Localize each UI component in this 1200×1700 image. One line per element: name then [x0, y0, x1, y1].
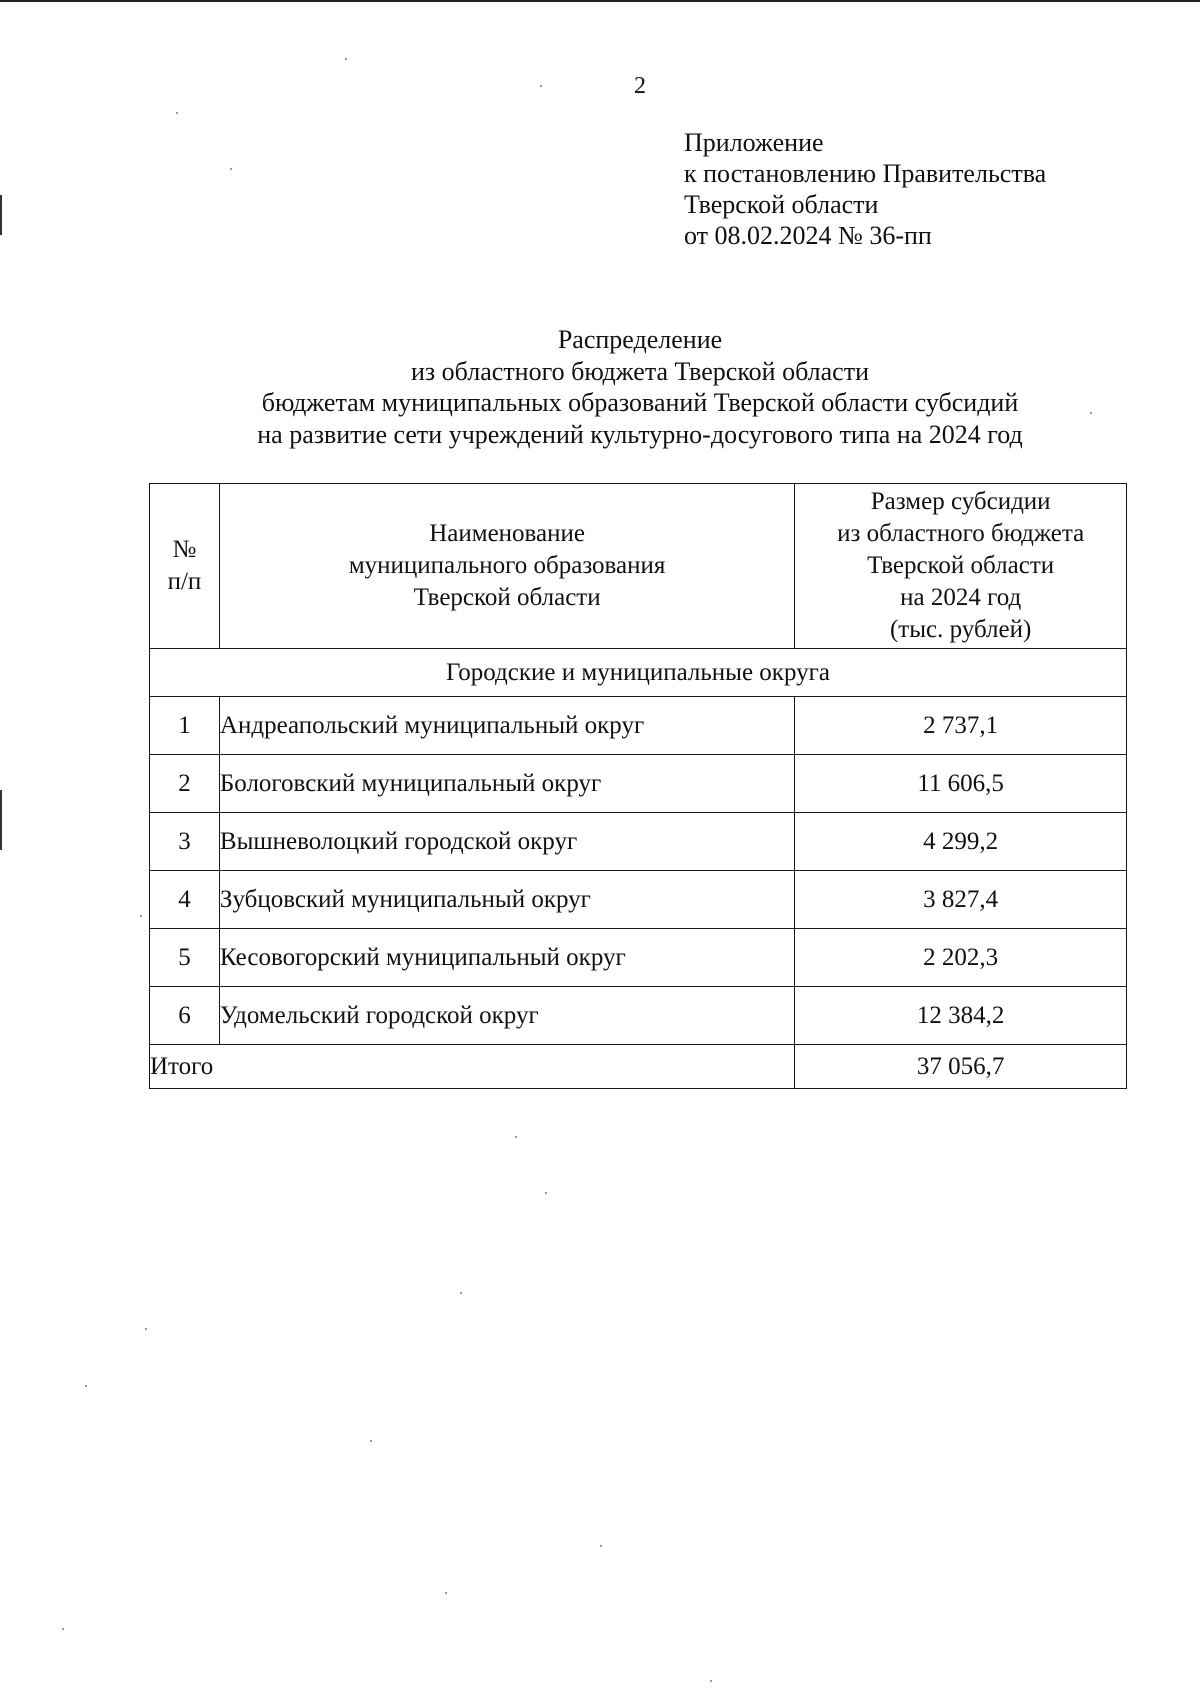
- header-line: (тыс. рублей): [889, 616, 1032, 643]
- header-name: [219, 484, 794, 649]
- row-number: 5: [150, 929, 220, 987]
- scan-edge-mark: [0, 195, 2, 235]
- header-line: Наименование: [429, 520, 585, 547]
- section-label: Городские и муниципальные округа: [150, 649, 1127, 697]
- row-name: Кесовогорский муниципальный округ: [219, 929, 794, 987]
- row-name: Зубцовский муниципальный округ: [219, 871, 794, 929]
- scan-speck: [140, 915, 142, 917]
- appendix-line: к постановлению Правительства: [684, 159, 1047, 188]
- row-number: 4: [150, 871, 220, 929]
- header-line: Тверской области: [867, 552, 1055, 579]
- header-line: Тверской области: [413, 584, 601, 611]
- scan-speck: [545, 1192, 547, 1194]
- scan-edge-mark: [0, 790, 2, 850]
- scan-speck: [710, 1680, 712, 1682]
- row-amount: 4 299,2: [795, 813, 1127, 871]
- page-number: 2: [634, 73, 646, 99]
- row-number: 1: [150, 697, 220, 755]
- appendix-line: от 08.02.2024 № 36-пп: [684, 221, 932, 250]
- scan-speck: [370, 1440, 372, 1442]
- title-line: Распределение: [557, 325, 723, 354]
- header-number: [150, 484, 220, 649]
- scan-speck: [1090, 412, 1092, 414]
- header-amount: [795, 484, 1127, 649]
- header-line: п/п: [167, 568, 202, 595]
- row-amount: 11 606,5: [795, 755, 1127, 813]
- row-name: Бологовский муниципальный округ: [219, 755, 794, 813]
- scan-speck: [85, 1385, 87, 1387]
- scan-speck: [145, 1328, 147, 1330]
- table-row: [150, 929, 1127, 987]
- row-amount: 2 737,1: [795, 697, 1127, 755]
- scan-speck: [176, 112, 178, 114]
- row-amount: 3 827,4: [795, 871, 1127, 929]
- title-line: из областного бюджета Тверской области: [411, 356, 869, 386]
- table-header-row: [150, 484, 1127, 649]
- row-amount: 2 202,3: [795, 929, 1127, 987]
- row-number: 3: [150, 813, 220, 871]
- row-amount: 12 384,2: [795, 987, 1127, 1045]
- table-row: [150, 697, 1127, 755]
- section-row: [150, 649, 1127, 697]
- scan-speck: [460, 1292, 462, 1294]
- scan-speck: [515, 1136, 517, 1138]
- subsidy-table: [149, 483, 1127, 1089]
- table-row: [150, 987, 1127, 1045]
- row-number: 6: [150, 987, 220, 1045]
- total-amount: 37 056,7: [795, 1045, 1127, 1089]
- header-line: №: [172, 536, 197, 563]
- scan-speck: [445, 1592, 447, 1594]
- header-line: Размер субсидии: [870, 488, 1051, 515]
- appendix-line: Тверской области: [684, 190, 879, 219]
- title-line: на развитие сети учреждений культурно-досугового типа на 2024 год: [257, 419, 1023, 449]
- header-line: муниципального образования: [348, 552, 666, 579]
- document-title: [200, 324, 1080, 450]
- appendix-line: Приложение: [684, 128, 824, 157]
- scan-speck: [62, 1628, 64, 1630]
- scan-top-edge: [0, 0, 1200, 2]
- row-name: Андреапольский муниципальный округ: [219, 697, 794, 755]
- scan-speck: [230, 168, 232, 170]
- scan-speck: [600, 1545, 602, 1547]
- row-name: Удомельский городской округ: [219, 987, 794, 1045]
- table-row: [150, 813, 1127, 871]
- scan-speck: [540, 85, 542, 87]
- total-label: Итого: [150, 1045, 795, 1089]
- appendix-block: [684, 127, 1046, 251]
- header-line: из областного бюджета: [837, 520, 1085, 547]
- table-row: [150, 755, 1127, 813]
- scan-speck: [345, 58, 347, 60]
- table-row: [150, 871, 1127, 929]
- title-line: бюджетам муниципальных образований Тверской области субсидий: [261, 388, 1019, 417]
- total-row: [150, 1045, 1127, 1089]
- header-line: на 2024 год: [900, 584, 1022, 611]
- row-number: 2: [150, 755, 220, 813]
- row-name: Вышневолоцкий городской округ: [219, 813, 794, 871]
